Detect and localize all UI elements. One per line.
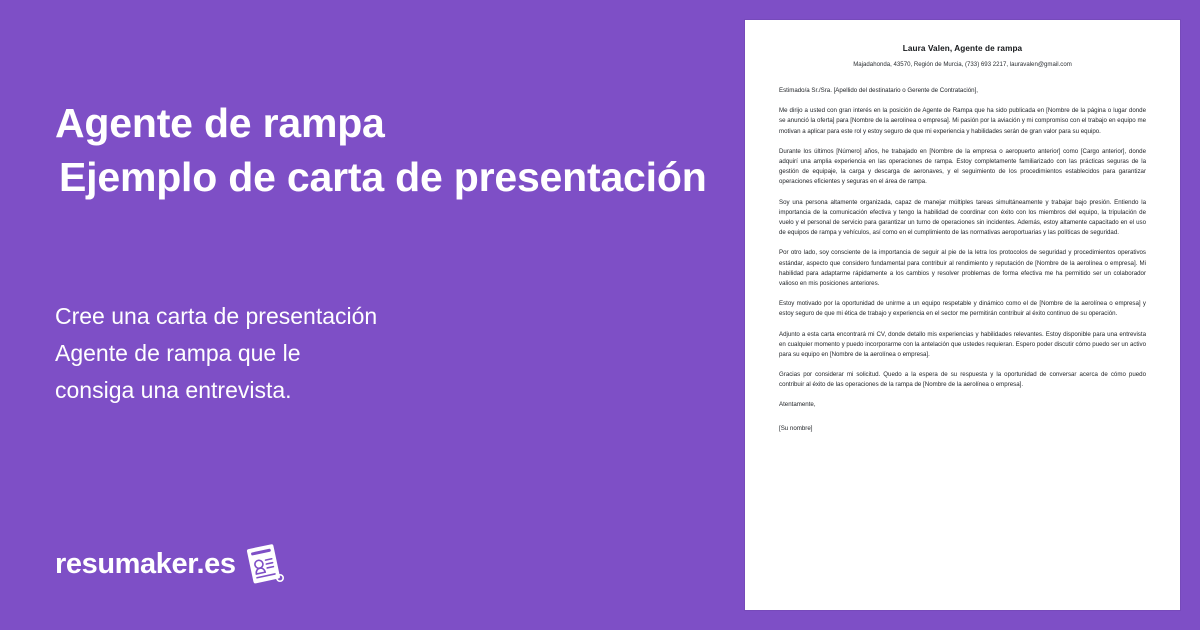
- subtitle: [55, 298, 695, 409]
- letter-paragraph: Soy una persona altamente organizada, capaz de manejar múltiples tareas simultáneamente y trabajar bajo presión. Entiendo la importancia de la comunicación efectiva y tengo la habilidad de coordinar con éxito con los miembros del equipo, la tripulación de vuelo y el personal de servicio para garantizar un turno de operaciones sin incidentes. Además, estoy altamente capacitado en el uso de equipos de rampa y vehículos, así como en el cumplimiento de las normativas aeroportuarias y las políticas de seguridad.: [779, 198, 1146, 237]
- brand-logo[interactable]: [55, 540, 288, 588]
- brand-logo-text: resumaker.es: [55, 547, 236, 580]
- letter-body: [779, 86, 1146, 434]
- page-title-line-1: Agente de rampa: [55, 100, 385, 146]
- subtitle-line-3: consiga una entrevista.: [55, 377, 292, 403]
- cover-letter-page: [745, 20, 1180, 464]
- letter-paragraph: Por otro lado, soy consciente de la importancia de seguir al pie de la letra los protocolos de seguridad y procedimientos operativos estándar, aspecto que considero fundamental para contribuir al rendimiento y reputación de [Nombre de la aerolínea o empresa]. Mi habilidad para adaptarme rápidamente a los cambios y resolver problemas de forma efectiva me ha permitido ser un colaborador valioso en mis posiciones anteriores.: [779, 249, 1146, 288]
- letter-closing: Atentamente,: [779, 400, 816, 408]
- letter-signature: [Su nombre]: [779, 424, 813, 432]
- letter-paragraph: Gracias por considerar mi solicitud. Quedo a la espera de su respuesta y la oportunidad de conversar acerca de cómo puedo contribuir al éxito de las operaciones de la rampa de [Nombre de la aerolínea o empresa].: [779, 371, 1146, 389]
- letter-paragraph: Adjunto a esta carta encontrará mi CV, donde detallo mis experiencias y habilidades relevantes. Estoy disponible para una entrevista en cualquier momento y puedo incorporarme con la antelación que ustedes requieran. Espero poder discutir cómo puedo ser un activo para su equipo en [Nombre de la aerolínea o empresa].: [779, 330, 1146, 359]
- letter-paragraph: Estoy motivado por la oportunidad de unirme a un equipo respetable y dinámico como el de [Nombre de la aerolínea o empresa] y estoy seguro de que mi ética de trabajo y experiencia en el sector me permitirán contribuir al éxito continuo de su operación.: [779, 300, 1146, 318]
- document-person-icon: [242, 541, 288, 587]
- subtitle-line-2: Agente de rampa que le: [55, 340, 301, 366]
- page-title: [55, 96, 715, 204]
- letter-paragraph: Estimado/a Sr./Sra. [Apellido del destinatario o Gerente de Contratación],: [779, 87, 979, 94]
- letter-contact-line: Majadahonda, 43570, Región de Murcia, (733) 693 2217, lauravalen@gmail.com: [853, 61, 1072, 68]
- letter-paragraph: Me dirijo a usted con gran interés en la posición de Agente de Rampa que ha sido publicada en [Nombre de la página o lugar donde se anunció la oferta] para [Nombre de la aerolínea o empresa]. Mi pasión por la aviación y mi compromiso con el trabajo en equipo me motivan a aplicar para este rol y estoy seguro de que mi experiencia y habilidades serán de gran valor para su equipo.: [779, 107, 1146, 135]
- page-title-line-2: Ejemplo de carta de presentación: [59, 154, 707, 200]
- letter-author-name: Laura Valen, Agente de rampa: [902, 44, 1023, 53]
- subtitle-line-1: Cree una carta de presentación: [55, 303, 378, 329]
- letter-paragraph: Durante los últimos [Número] años, he trabajado en [Nombre de la empresa o aeropuerto anterior] como [Cargo anterior], donde adquirí una amplia experiencia en las operaciones de rampa. Estoy completamente familiarizado con las prácticas seguras de la gestión de equipaje, la carga y descarga de aeronaves, y el seguimiento de los procedimientos establecidos para garantizar operaciones eficientes y seguras en el área de rampa.: [779, 147, 1146, 186]
- cover-letter-preview[interactable]: [745, 20, 1180, 610]
